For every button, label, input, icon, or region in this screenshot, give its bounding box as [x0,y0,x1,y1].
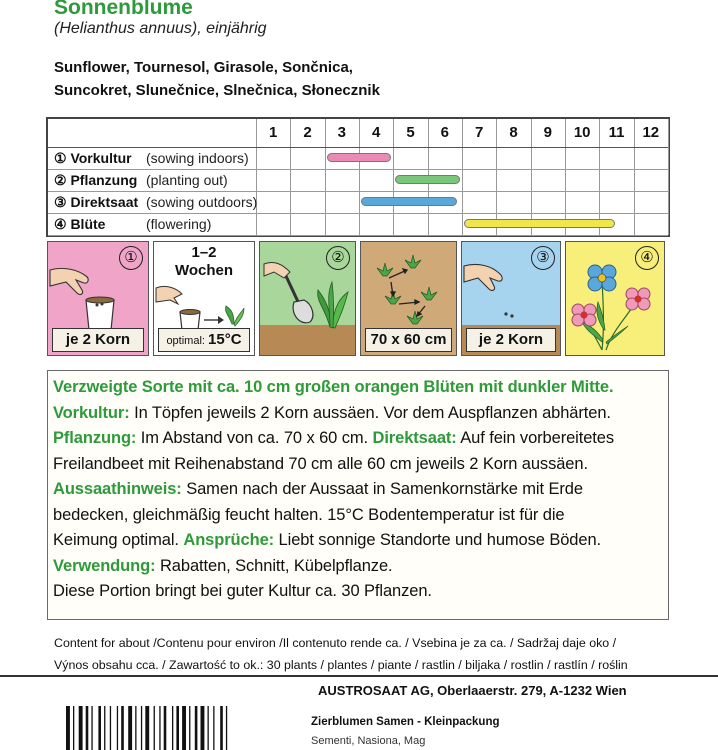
barcode-bar [79,706,83,750]
barcode-bar [201,706,205,750]
calendar-row-key: ① Vorkultur [54,150,132,166]
calendar-row-desc: (flowering) [146,216,212,232]
direktsaat-text: Auf fein vorbereitetes [456,429,614,447]
calendar-gridline [48,169,668,170]
description-box [47,370,669,620]
step-number: ④ [635,246,659,270]
calendar-row-key: ④ Blüte [54,216,106,232]
verwendung-label: Verwendung: [53,556,156,575]
calendar-row-desc: (planting out) [146,172,228,188]
calendar-gridline [48,191,668,192]
hinweis-text-2: bedecken, gleichmäßig feucht halten. 15°C Bodentemperatur ist für die [53,505,565,524]
verwendung-text: Rabatten, Schnitt, Kübelpflanze. [155,556,393,575]
direktsaat-text-2: Freilandbeet mit Reihenabstand 70 cm alle 60 cm jeweils 2 Korn aussäen. [53,454,588,473]
content-line-1: Content for about /Contenu pour environ /Il contenuto rende ca. / Vsebina je za ca. / Sadržaj daje oko / [54,636,617,650]
calendar-bar [327,153,392,162]
latin-name: (Helianthus annuus), einjährig [54,20,267,37]
sowing-calendar [46,117,670,237]
vorkultur-label: Vorkultur: [53,403,130,422]
panel-germination [153,241,255,356]
barcode-bar [66,706,70,750]
barcode-bar [73,706,74,750]
calendar-month-3: 3 [337,124,346,141]
product-line: Zierblumen Samen - Kleinpackung [311,716,500,728]
calendar-month-7: 7 [474,124,484,141]
calendar-bar [395,175,460,184]
barcode-bar [121,706,124,750]
barcode-bar [135,706,136,750]
calendar-row-label [54,191,258,213]
barcode-bar [117,706,118,750]
barcode-bar [213,706,214,750]
barcode-bar [226,706,227,750]
calendar-month-5: 5 [406,124,415,141]
panel-planting-out [259,241,356,356]
calendar-row-key: ② Pflanzung [54,172,138,188]
barcode [66,706,276,750]
portion-text: Diese Portion bringt bei guter Kultur ca. 30 Pflanzen. [53,582,432,600]
barcode-bar [220,706,223,750]
barcode-bar [176,706,179,750]
direktsaat-label: Direktsaat: [372,429,457,447]
barcode-bar [98,706,101,750]
step-number: ② [326,246,350,270]
panel-label [158,328,250,352]
company-address: AUSTROSAAT AG, Oberlaaerstr. 279, A-1232 Wien [318,683,627,698]
calendar-month-2: 2 [303,124,312,141]
calendar-row-label [54,169,228,191]
barcode-bar [145,706,149,750]
calendar-gridline [48,235,668,236]
calendar-month-1: 1 [268,124,278,141]
barcode-bar [172,706,173,750]
barcode-bar [91,706,92,750]
calendar-month-10: 10 [573,124,591,141]
ansprueche-label: Ansprüche: [183,531,275,549]
step-number: ① [119,246,143,270]
ansprueche-text: Liebt sonnige Standorte und humose Böden. [274,531,602,549]
hinweis-text-3: Keimung optimal. [53,531,184,549]
calendar-month-4: 4 [371,124,381,141]
calendar-month-12: 12 [642,124,660,141]
pflanzung-label: Pflanzung: [53,429,137,447]
label-value: 15°C [208,331,242,348]
calendar-bar [361,197,457,206]
panel-sowing-indoors [47,241,149,356]
barcode-bar [128,706,132,750]
calendar-row-key: ③ Direktsaat [54,194,139,210]
panel-flowering [565,241,665,356]
calendar-row-label [54,213,212,235]
label-prefix: optimal: [166,335,205,347]
product-subline: Sementi, Nasiona, Mag [311,735,426,747]
calendar-row-desc: (sowing indoors) [146,150,249,166]
calendar-month-11: 11 [608,124,625,141]
hinweis-label: Aussaathinweis: [53,480,182,498]
page-title: Sonnenblume [54,0,193,19]
barcode-bar [110,706,111,750]
content-note [54,632,628,676]
content-line-2: Výnos obsahu cca. / Zawartość to ok.: 30 plants / plantes / piante / rastlin / biljaka / rostlin / rastlín / roślin [54,658,628,672]
barcode-bar [182,706,186,750]
barcode-bar [164,706,167,750]
pflanzung-text: Im Abstand von ca. 70 x 60 cm. [136,429,373,447]
calendar-gridline [668,119,669,235]
weeks-text: 1–2 Wochen [174,244,234,279]
intro-text: Verzweigte Sorte mit ca. 10 cm großen orangen Blüten mit dunkler Mitte. [53,378,614,396]
barcode-bar [154,706,155,750]
calendar-gridline [48,213,668,214]
calendar-month-6: 6 [440,124,449,141]
calendar-row-desc: (sowing outdoors) [146,194,258,210]
hinweis-text: Samen nach der Aussaat in Samenkornstärke mit Erde [181,480,583,498]
barcode-bar [208,706,209,750]
panel-label: 70 x 60 cm [365,328,452,352]
barcode-bar [195,706,198,750]
panel-direct-sowing [461,241,561,356]
step-number: ③ [531,246,555,270]
calendar-month-8: 8 [509,124,518,141]
barcode-bar [189,706,190,750]
common-names-line-2: Suncokret, Slunečnice, Slnečnica, Słonecznik [54,82,380,99]
panel-label: je 2 Korn [466,328,556,352]
panel-label: je 2 Korn [52,328,144,352]
divider [0,675,718,677]
calendar-bar [464,219,615,228]
calendar-gridline [48,147,668,148]
vorkultur-text: In Töpfen jeweils 2 Korn aussäen. Vor dem Auspflanzen abhärten. [129,403,611,422]
panel-spacing [360,241,457,356]
barcode-bar [159,706,160,750]
barcode-bar [104,706,105,750]
common-names [54,56,380,102]
common-names-line-1: Sunflower, Tournesol, Girasole, Sončnica, [54,59,353,76]
barcode-bar [141,706,142,750]
calendar-month-9: 9 [543,124,552,141]
pink-flower-1 [626,288,650,310]
barcode-bar [86,706,89,750]
calendar-row-label [54,147,249,169]
